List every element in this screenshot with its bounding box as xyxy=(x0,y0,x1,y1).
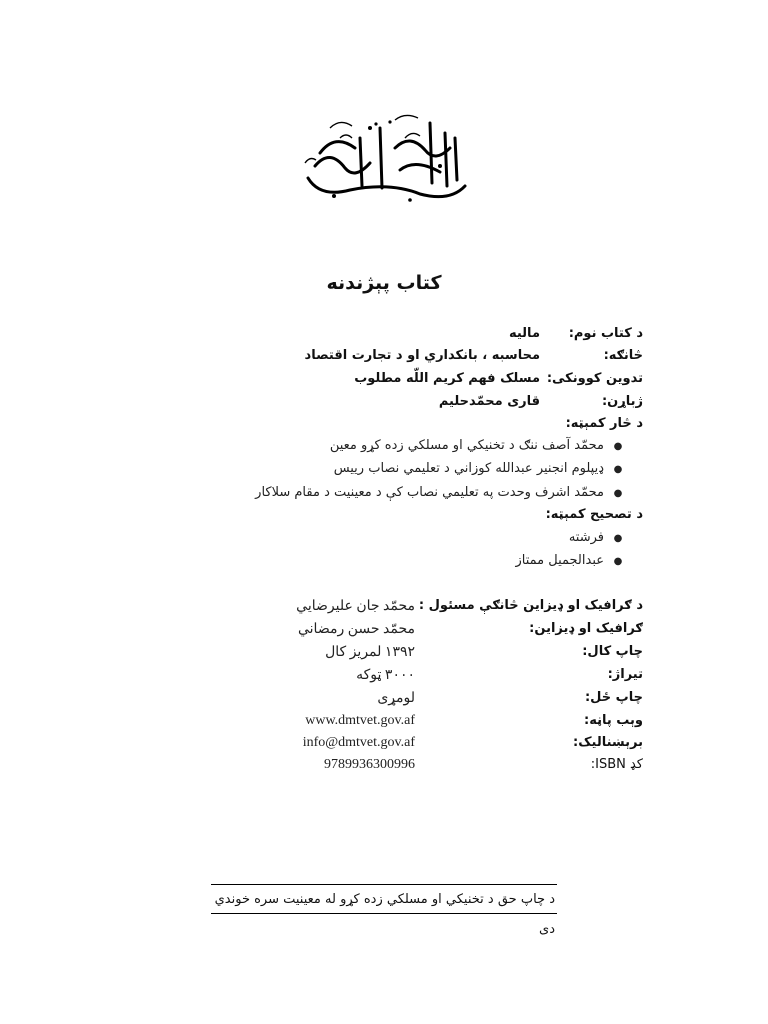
graphics-head-value: محمّد جان علیرضایي xyxy=(296,599,415,614)
basmala-calligraphy xyxy=(300,108,470,208)
website-label: وېب پاڼه: xyxy=(584,713,643,728)
graphics-head-label: د ګرافیک او ډیزاین څانګې مسئول : xyxy=(418,598,643,613)
department-label: څانګه: xyxy=(603,348,643,363)
review-committee-heading: د څار کمېټه: xyxy=(565,416,643,431)
review-member-text: محمّد اشرف وحدت په تعلیمي نصاب کې د معینیت د مقام سلاکار xyxy=(255,485,604,500)
correction-member xyxy=(515,553,632,568)
edition-label: چاپ ځل: xyxy=(584,690,643,705)
edition-value: لومړی xyxy=(377,691,415,706)
email-label: برېښنالیک: xyxy=(573,735,643,750)
bullet-icon: ● xyxy=(613,464,623,475)
circulation-value: ۳۰۰۰ ټوکه xyxy=(356,668,415,683)
department-value: محاسبه ، بانکداري او د تجارت اقتصاد xyxy=(304,348,540,363)
copyright-notice: د چاپ حق د تخنیکي او مسلکي زده کړو له معینیت سره خوندي دی xyxy=(211,884,557,914)
book-name-label: د کتاب نوم: xyxy=(568,326,643,341)
circulation-label: تیراژ: xyxy=(607,667,643,682)
bullet-icon: ● xyxy=(613,533,623,544)
review-member xyxy=(255,485,632,500)
compiler-value: مسلک فهم کریم اللّه مطلوب xyxy=(354,371,540,386)
email-link[interactable]: info@dmtvet.gov.af xyxy=(302,735,415,750)
review-member xyxy=(330,438,632,453)
isbn-value: 9789936300996 xyxy=(324,757,415,772)
correction-member-text: فرشته xyxy=(568,530,604,545)
book-name-value: مالیه xyxy=(508,326,540,341)
translator-value: قاری محمّدحلیم xyxy=(438,394,540,409)
correction-member xyxy=(569,530,632,545)
translator-label: ژباړن: xyxy=(601,394,643,409)
correction-committee-heading: د تصحیح کمېټه: xyxy=(545,507,643,522)
review-member xyxy=(334,461,632,476)
bullet-icon: ● xyxy=(613,441,623,452)
website-link[interactable]: www.dmtvet.gov.af xyxy=(305,713,415,728)
print-year-label: چاپ کال: xyxy=(582,644,643,659)
review-member-text: ډیپلوم انجنیر عبدالله کوزاني د تعلیمي نصاب رییس xyxy=(333,461,604,476)
compiler-label: تدوین کوونکی: xyxy=(546,371,643,386)
correction-member-text: عبدالجمیل ممتاز xyxy=(515,553,604,568)
bullet-icon: ● xyxy=(613,556,623,567)
graphics-label: ګرافیک او ډیزاین: xyxy=(529,621,643,636)
graphics-value: محمّد حسن رمضاني xyxy=(297,622,415,637)
isbn-label: کډ ISBN: xyxy=(590,757,643,772)
bullet-icon: ● xyxy=(613,488,623,499)
page-title: کتاب پېژندنه xyxy=(326,272,442,294)
print-year-value: ۱۳۹۲ لمریز کال xyxy=(325,645,415,660)
review-member-text: محمّد آصف ننګ د تخنیکي او مسلکي زده کړو معین xyxy=(329,438,604,453)
